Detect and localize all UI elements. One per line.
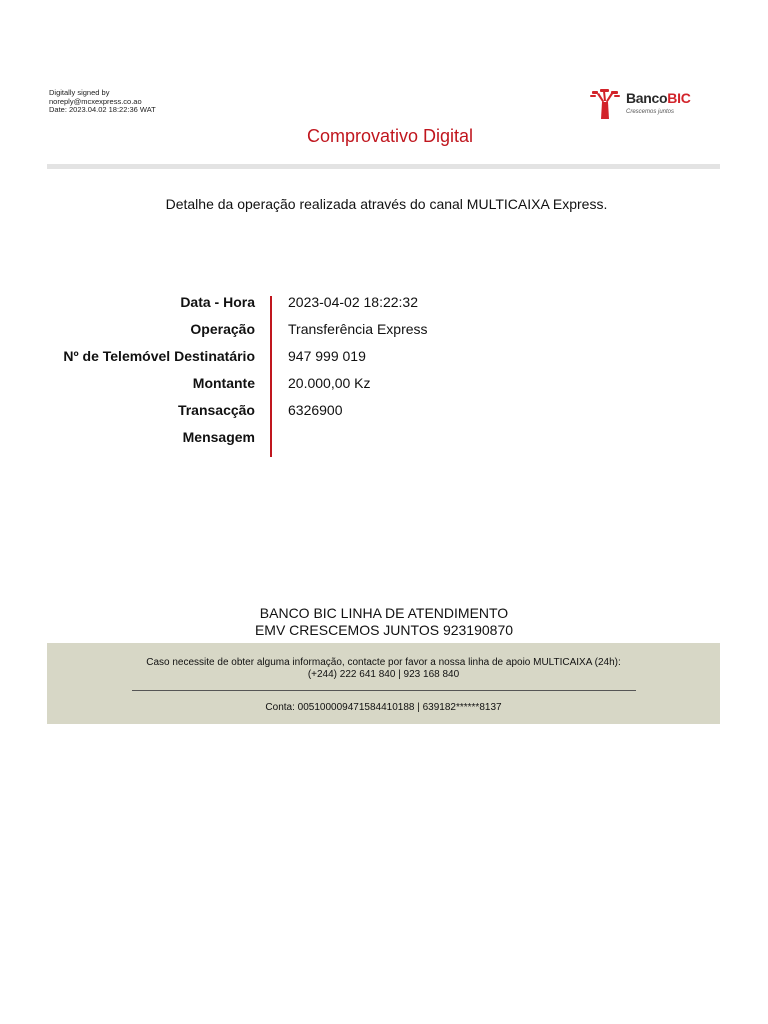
detail-label: Operação <box>190 321 255 337</box>
detail-row <box>0 344 768 371</box>
header-divider <box>47 164 720 169</box>
detail-row <box>0 371 768 398</box>
detail-label: Transacção <box>177 402 255 418</box>
digital-signature <box>49 89 156 115</box>
detail-value: 20.000,00 Kz <box>288 375 371 391</box>
footer-rule <box>132 690 636 691</box>
detail-label: Montante <box>192 375 255 391</box>
detail-value: Transferência Express <box>288 321 428 337</box>
detail-label: Nº de Telemóvel Destinatário <box>63 348 255 364</box>
detail-label: Data - Hora <box>180 294 255 310</box>
logo-tagline: Crescemos juntos <box>626 109 675 115</box>
detail-row <box>0 317 768 344</box>
page-title: Comprovativo Digital <box>306 126 474 146</box>
helpline-block <box>0 605 768 639</box>
detail-label: Mensagem <box>182 429 255 445</box>
page-subtitle: Detalhe da operação realizada através do canal MULTICAIXA Express. <box>165 196 608 212</box>
footer-contact <box>47 657 720 681</box>
helpline-number: EMV CRESCEMOS JUNTOS 923190870 <box>254 622 514 638</box>
detail-value: 947 999 019 <box>288 348 366 364</box>
detail-row <box>0 290 768 317</box>
baobab-tree-icon <box>588 88 622 122</box>
logo-name-prefix: Banco <box>626 90 668 106</box>
footer-contact-text: Caso necessite de obter alguma informação, contacte por favor a nossa linha de apoio MULTICAIXA (24h): <box>146 657 621 668</box>
footer-account: Conta: 005100009471584410188 | 639182******8137 <box>265 702 502 713</box>
signature-line: Digitally signed by <box>49 88 110 97</box>
details-divider <box>270 296 272 457</box>
logo-name-suffix: BIC <box>667 90 691 106</box>
detail-row <box>0 398 768 425</box>
detail-value: 6326900 <box>288 402 343 418</box>
detail-row <box>0 425 768 452</box>
detail-value: 2023-04-02 18:22:32 <box>288 294 418 310</box>
signature-date: Date: 2023.04.02 18:22:36 WAT <box>49 105 156 114</box>
footer-panel <box>47 643 720 724</box>
helpline-title: BANCO BIC LINHA DE ATENDIMENTO <box>259 605 509 621</box>
banco-bic-logo <box>588 88 698 122</box>
signature-email: noreply@mcxexpress.co.ao <box>49 96 142 106</box>
footer-contact-phones: (+244) 222 641 840 | 923 168 840 <box>307 669 460 680</box>
logo-wordmark <box>626 90 691 106</box>
